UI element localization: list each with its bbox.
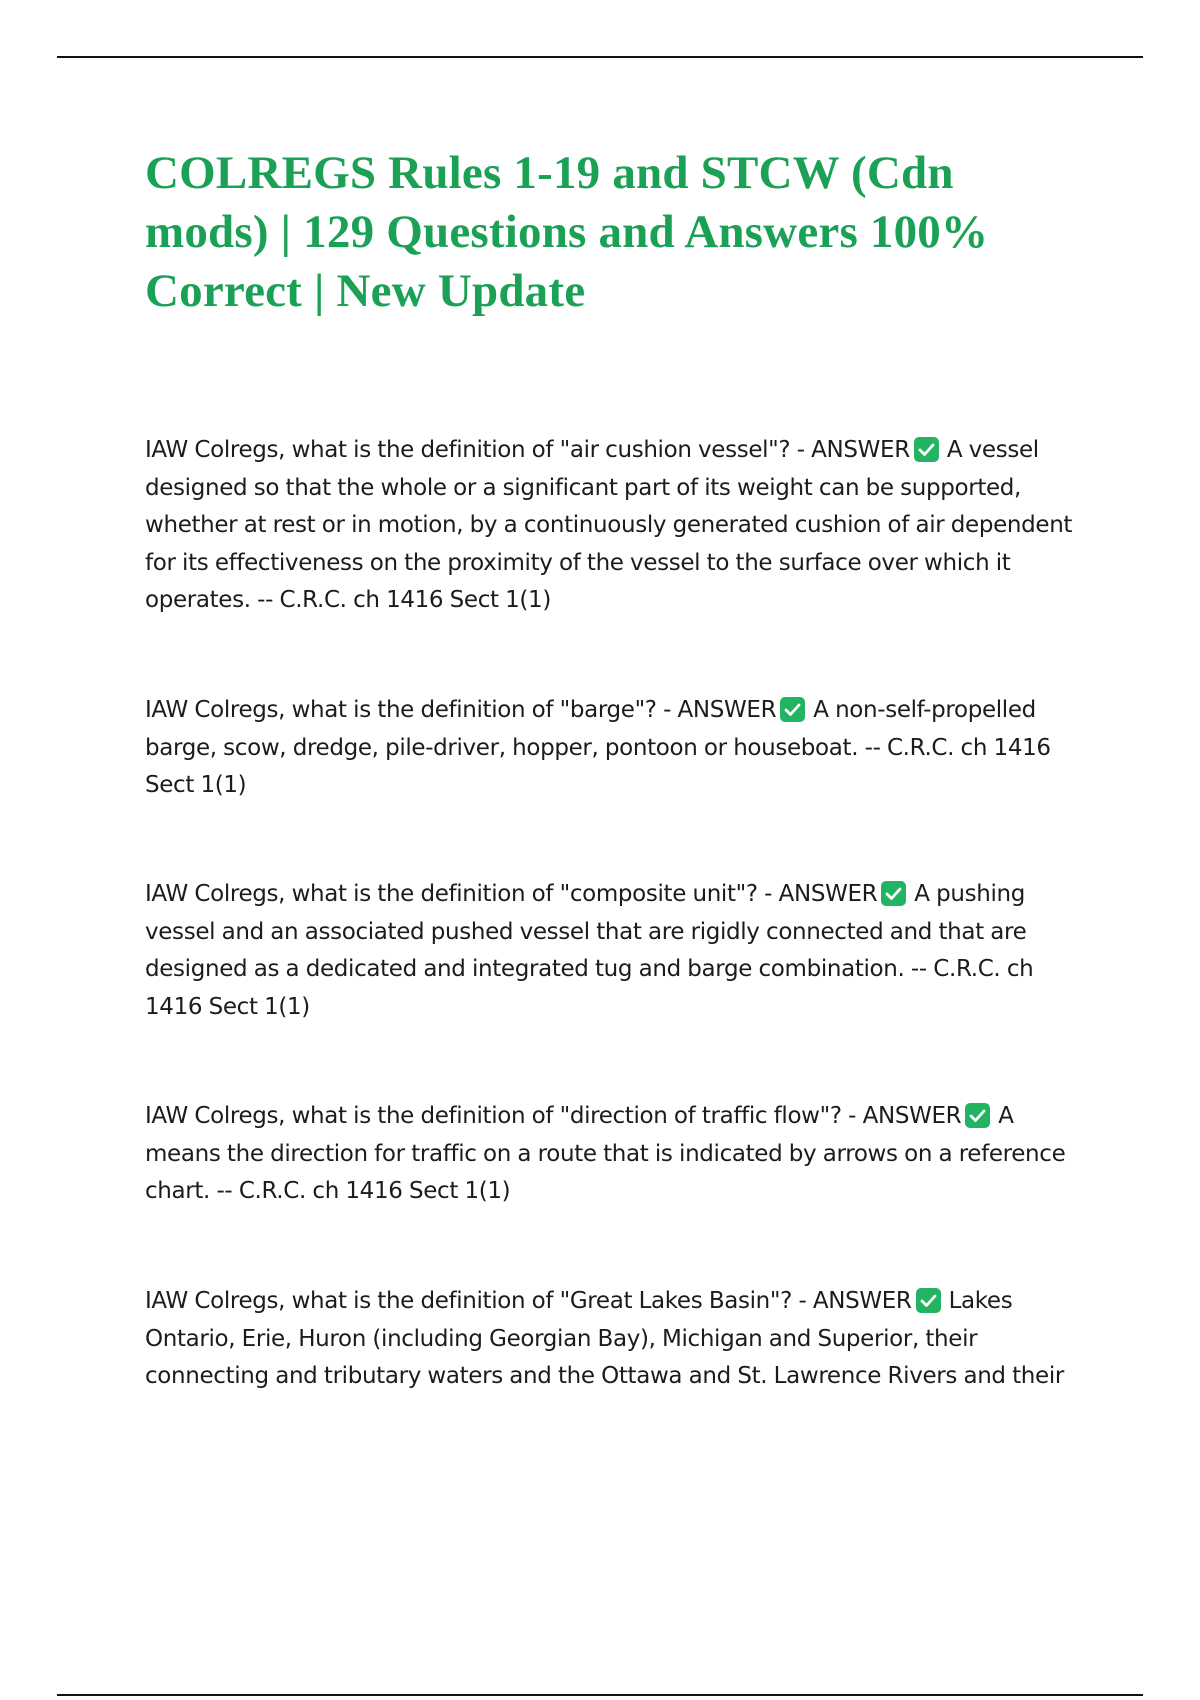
question-text: IAW Colregs, what is the definition of "air cushion vessel"? - ANSWER bbox=[145, 437, 910, 463]
answer-text: A pushing vessel and an associated pushed vessel that are rigidly connected and that are designed as a dedicated and integrated tug and barge combination. -- C.R.C. ch 1416 Sect 1(1) bbox=[145, 881, 1034, 1020]
qa-item bbox=[145, 692, 1085, 805]
check-mark-icon bbox=[914, 437, 939, 462]
check-mark-icon bbox=[916, 1288, 941, 1313]
check-mark-icon bbox=[780, 697, 805, 722]
bottom-divider bbox=[57, 1694, 1143, 1696]
question-text: IAW Colregs, what is the definition of "barge"? - ANSWER bbox=[145, 697, 777, 723]
top-divider bbox=[57, 56, 1143, 58]
page-title: COLREGS Rules 1-19 and STCW (Cdn mods) | 129 Questions and Answers 100% Correct | New Update bbox=[145, 147, 989, 317]
question-text: IAW Colregs, what is the definition of "direction of traffic flow"? - ANSWER bbox=[145, 1103, 962, 1129]
qa-item bbox=[145, 1098, 1085, 1211]
question-text: IAW Colregs, what is the definition of "composite unit"? - ANSWER bbox=[145, 881, 878, 907]
answer-text: A non-self-propelled barge, scow, dredge, pile-driver, hopper, pontoon or houseboat. -- C.R.C. ch 1416 Sect 1(1) bbox=[145, 697, 1051, 798]
question-text: IAW Colregs, what is the definition of "Great Lakes Basin"? - ANSWER bbox=[145, 1288, 912, 1314]
answer-text: Lakes Ontario, Erie, Huron (including Georgian Bay), Michigan and Superior, their connecting and tributary waters and the Ottawa and St. Lawrence Rivers and their bbox=[145, 1288, 1064, 1389]
answer-text: A vessel designed so that the whole or a significant part of its weight can be supported, whether at rest or in motion, by a continuously generated cushion of air dependent for its effectiveness on the proximity of the vessel to the surface over which it operates. -- C.R.C. ch 1416 Sect 1(1) bbox=[145, 437, 1073, 613]
check-mark-icon bbox=[881, 881, 906, 906]
qa-item bbox=[145, 1283, 1085, 1396]
check-mark-icon bbox=[965, 1103, 990, 1128]
answer-text: A means the direction for traffic on a route that is indicated by arrows on a reference chart. -- C.R.C. ch 1416 Sect 1(1) bbox=[145, 1103, 1066, 1204]
qa-item bbox=[145, 432, 1085, 620]
qa-item bbox=[145, 876, 1085, 1026]
